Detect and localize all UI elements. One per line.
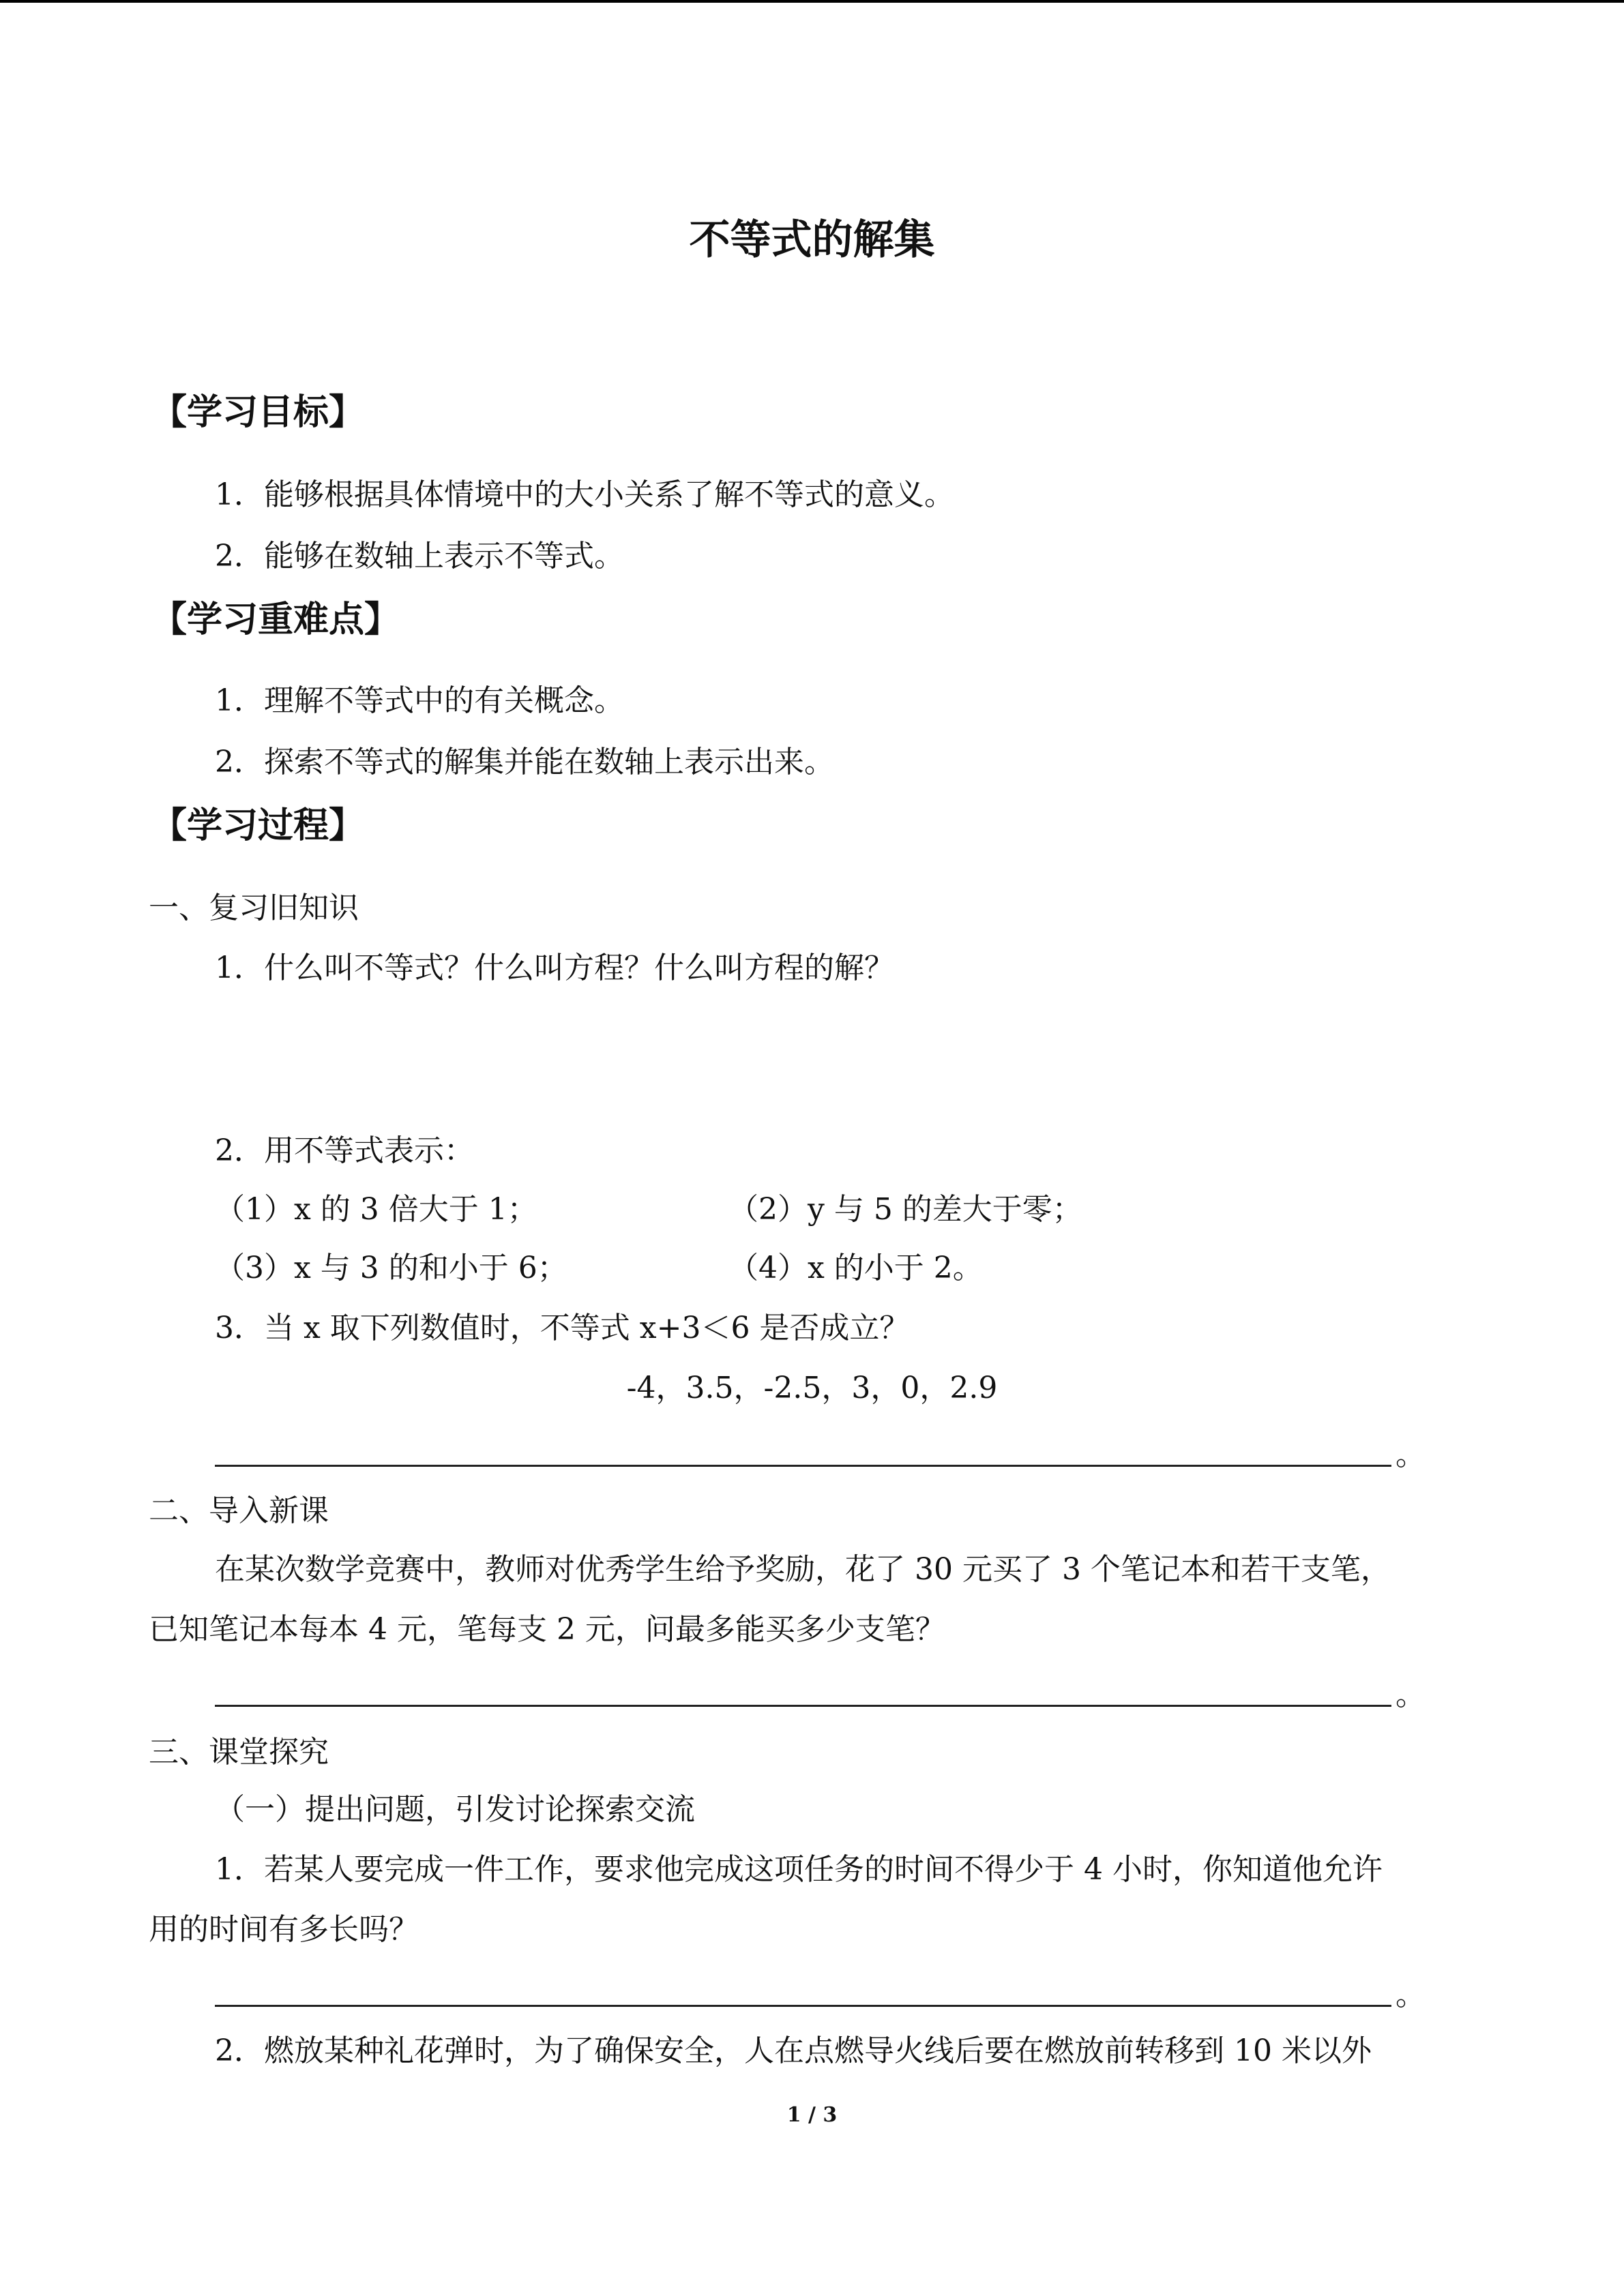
intro-paragraph-line-1: 在某次数学竞赛中，教师对优秀学生给予奖励，花了 30 元买了 3 个笔记本和若干支笔， xyxy=(215,1552,1391,1587)
goal-item-1: 1．能够根据具体情境中的大小关系了解不等式的意义。 xyxy=(215,477,954,512)
review-question-2-part-1: （1）x 的 3 倍大于 1； xyxy=(215,1192,537,1227)
page-number: 1 / 3 xyxy=(786,2103,838,2127)
answer-blank-period-2: 。 xyxy=(1396,1678,1426,1712)
answer-blank-period-3: 。 xyxy=(1396,1978,1426,2012)
explore-question-1-line-1: 1．若某人要完成一件工作，要求他完成这项任务的时间不得少于 4 小时，你知道他允许 xyxy=(215,1852,1383,1887)
section-heading-goals: 【学习目标】 xyxy=(151,392,365,433)
answer-blank-line-1 xyxy=(215,1465,1391,1467)
answer-blank-period-1: 。 xyxy=(1396,1437,1426,1472)
key-point-item-1: 1．理解不等式中的有关概念。 xyxy=(215,683,624,718)
explore-heading: 三、课堂探究 xyxy=(149,1735,329,1770)
explore-sub-heading: （一）提出问题，引发讨论探索交流 xyxy=(215,1792,695,1827)
intro-paragraph-line-2: 已知笔记本每本 4 元，笔每支 2 元，问最多能买多少支笔？ xyxy=(149,1612,945,1647)
review-heading: 一、复习旧知识 xyxy=(149,891,359,925)
answer-blank-line-3 xyxy=(215,2005,1391,2007)
review-question-3: 3．当 x 取下列数值时，不等式 x+3＜6 是否成立？ xyxy=(215,1311,910,1345)
review-question-2-part-2: （2）y 与 5 的差大于零； xyxy=(728,1192,1082,1227)
intro-heading: 二、导入新课 xyxy=(149,1493,329,1528)
review-question-2-part-3: （3）x 与 3 的和小于 6； xyxy=(215,1251,567,1285)
explore-question-1-line-2: 用的时间有多长吗？ xyxy=(149,1912,419,1947)
review-question-1: 1．什么叫不等式？什么叫方程？什么叫方程的解？ xyxy=(215,951,894,985)
review-question-3-values: -4，3.5，-2.5，3，0，2.9 xyxy=(626,1371,998,1405)
key-point-item-2: 2．探索不等式的解集并能在数轴上表示出来。 xyxy=(215,745,834,779)
page-top-border xyxy=(0,0,1624,3)
answer-blank-line-2 xyxy=(215,1705,1391,1707)
page-title: 不等式的解集 xyxy=(689,216,935,264)
explore-question-2-line-1: 2．燃放某种礼花弹时，为了确保安全，人在点燃导火线后要在燃放前转移到 10 米以外 xyxy=(215,2033,1372,2068)
goal-item-2: 2．能够在数轴上表示不等式。 xyxy=(215,539,624,573)
section-heading-key-points: 【学习重难点】 xyxy=(151,599,400,640)
review-question-2-part-4: （4）x 的小于 2。 xyxy=(728,1251,983,1285)
section-heading-process: 【学习过程】 xyxy=(151,805,365,846)
review-question-2: 2．用不等式表示： xyxy=(215,1133,474,1168)
